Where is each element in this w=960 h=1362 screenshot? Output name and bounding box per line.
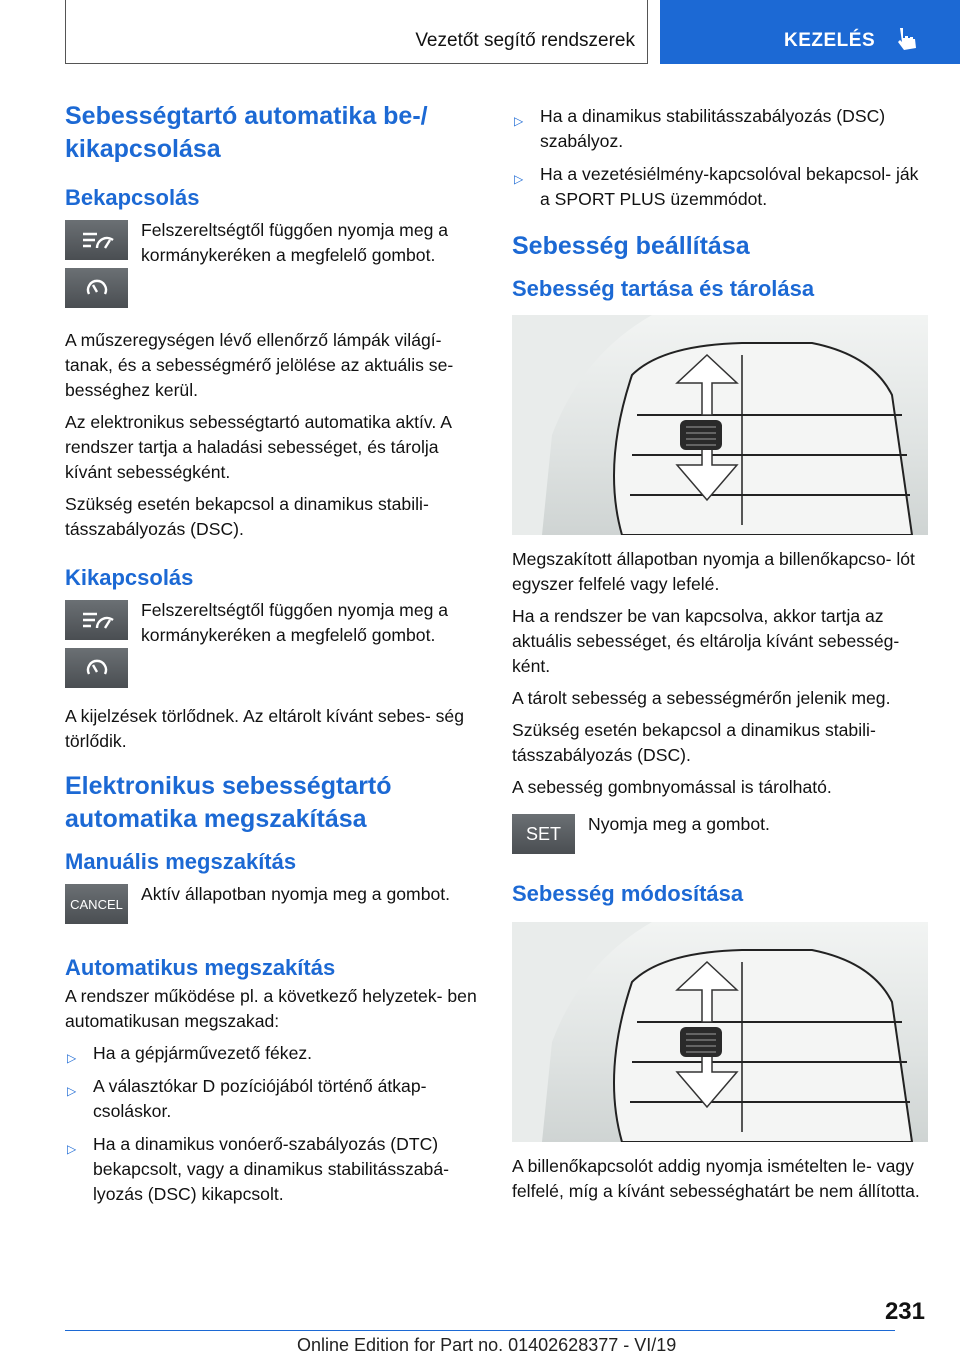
title-speed-setting: Sebesség beállítása (512, 232, 750, 260)
hold-paragraph-4: Szükség esetén bekapcsol a dinamikus stabili- tásszabályozás (DSC). (512, 720, 876, 765)
left-column (65, 100, 478, 1215)
list-item: ▷ Ha a dinamikus vonóerő-szabályozás (DTC) bekapcsolt, vagy a dinamikus stabilitásszabá- lyozás (DSC) kikapcsolt. (67, 1134, 449, 1204)
on-icon-text: Felszereltségtől függően nyomja meg a kormánykeréken a megfelelő gombot. (141, 220, 449, 265)
set-block (512, 814, 928, 860)
cruise-control-icon (77, 226, 117, 254)
on-icons-block (65, 220, 478, 318)
on-paragraph-1: A műszeregységen lévő ellenőrző lámpák világí- tanak, és a sebességmérő jelölése az aktuális se- bességhez kerül. (65, 330, 454, 400)
hold-paragraph-3: A tárolt sebesség a sebességmérőn jelenik meg. (512, 688, 891, 708)
speed-gauge-icon (83, 274, 111, 302)
cancel-block (65, 884, 478, 930)
manual-text: Aktív állapotban nyomja meg a gombot. (141, 884, 451, 904)
heading-off: Kikapcsolás (65, 565, 194, 590)
set-button-image (512, 814, 575, 854)
triangle-bullet-icon: ▷ (67, 1051, 77, 1065)
list-item: ▷ Ha a gépjárművezető fékez. (65, 1041, 478, 1066)
off-icons-block (65, 600, 478, 694)
steering-wheel-switch-photo (512, 315, 928, 535)
right-column (512, 104, 928, 1211)
limiter-button-image-off (65, 648, 128, 688)
auto-intro: A rendszer működése pl. a következő helyzetek- ben automatikusan megszakad: (65, 986, 477, 1031)
heading-hold: Sebesség tartása és tárolása (512, 276, 815, 301)
list-item: ▷ A választókar D pozíciójából történő átkap- csoláskor. (67, 1076, 427, 1121)
heading-manual: Manuális megszakítás (65, 849, 297, 874)
header-chapter-tab (660, 0, 960, 64)
rocker-switch-illustration (512, 315, 928, 535)
on-paragraph-2: Az elektronikus sebességtartó automatika aktív. A rendszer tartja a haladási sebességet, és tárolja kívánt sebességként. (65, 412, 451, 482)
footer-divider (65, 1330, 895, 1331)
speed-gauge-icon (83, 654, 111, 682)
auto-list-right (512, 104, 928, 212)
title-interrupt: Elektronikus sebességtartó automatika megszakítása (65, 772, 392, 833)
auto-list-left (65, 1041, 478, 1207)
modify-paragraph-1: A billenőkapcsolót addig nyomja ismételten le- vagy felfelé, míg a kívánt sebességhatárt be nem állította. (512, 1156, 920, 1201)
header-chapter-title: KEZELÉS (784, 30, 876, 51)
cruise-button-image (65, 220, 128, 260)
triangle-bullet-icon: ▷ (514, 114, 524, 128)
title-on-off: Sebességtartó automatika be-/ kikapcsolása (65, 102, 428, 163)
set-button-label: SET (525, 823, 561, 844)
hold-paragraph-2: Ha a rendszer be van kapcsolva, akkor tartja az aktuális sebességet, és eltárolja kívánt sebesség- ként. (512, 606, 900, 676)
set-text: Nyomja meg a gombot. (588, 814, 770, 834)
cancel-button-label: CANCEL (70, 896, 123, 912)
page-number: 231 (884, 1298, 925, 1325)
rocker-switch-illustration (512, 922, 928, 1142)
limiter-button-image (65, 268, 128, 308)
list-item: ▷ Ha a dinamikus stabilitásszabályozás (DSC) szabályoz. (514, 106, 886, 151)
heading-auto: Automatikus megszakítás (65, 955, 336, 980)
hold-paragraph-5: A sebesség gombnyomással is tárolható. (512, 777, 832, 797)
triangle-bullet-icon: ▷ (514, 172, 524, 186)
header-section-title: Vezetőt segítő rendszerek (415, 30, 635, 51)
triangle-bullet-icon: ▷ (67, 1084, 77, 1098)
hold-paragraph-1: Megszakított állapotban nyomja a billenőkapcso- lót egyszer felfelé vagy lefelé. (512, 549, 915, 594)
footer-edition: Online Edition for Part no. 01402628377 - VI/19 (297, 1335, 677, 1355)
header-section-box (65, 0, 648, 64)
heading-on: Bekapcsolás (65, 185, 200, 210)
cruise-control-icon (77, 606, 117, 634)
on-paragraph-3: Szükség esetén bekapcsol a dinamikus stabili- tásszabályozás (DSC). (65, 494, 429, 539)
pointing-hand-icon (896, 26, 918, 52)
list-item: ▷ Ha a vezetésiélmény-kapcsolóval bekapcsol- ják a SPORT PLUS üzemmódot. (514, 164, 919, 209)
cancel-button-image (65, 884, 128, 924)
heading-modify: Sebesség módosítása (512, 881, 744, 906)
off-icon-text: Felszereltségtől függően nyomja meg a kormánykeréken a megfelelő gombot. (141, 600, 449, 645)
cruise-button-image-off (65, 600, 128, 640)
steering-wheel-switch-photo-2 (512, 922, 928, 1142)
off-paragraph-1: A kijelzések törlődnek. Az eltárolt kívánt sebes- ség törlődik. (65, 706, 464, 751)
triangle-bullet-icon: ▷ (67, 1142, 77, 1156)
